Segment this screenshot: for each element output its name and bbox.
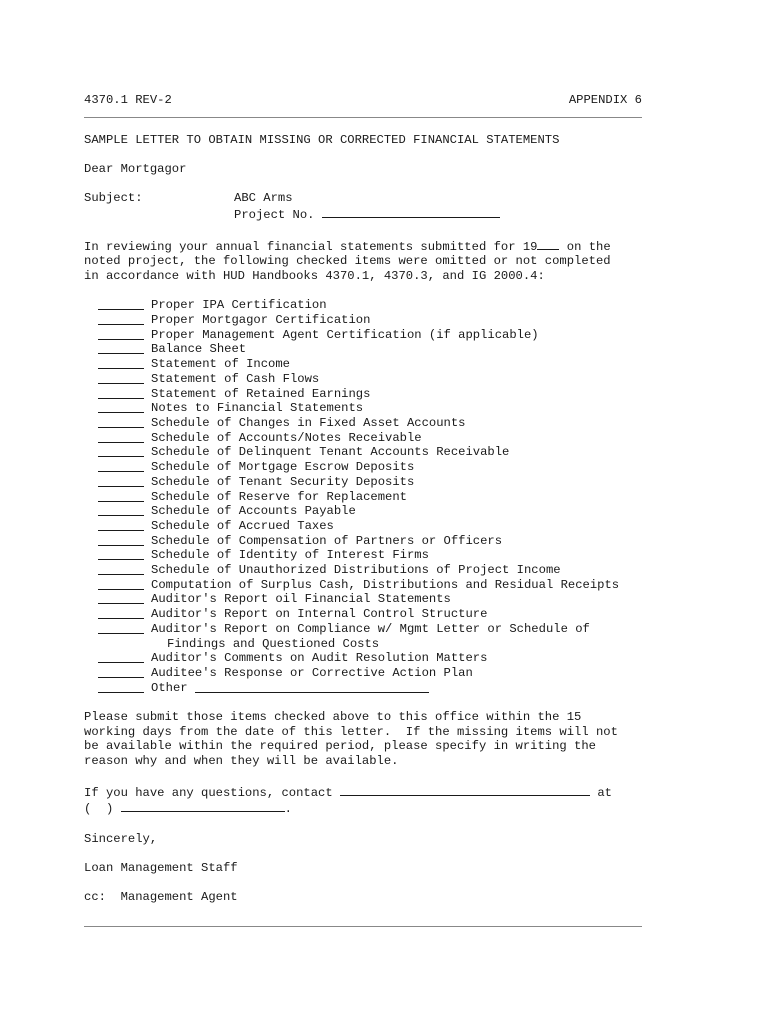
check-blank — [98, 313, 144, 325]
salutation: Dear Mortgagor — [84, 162, 187, 177]
check-blank — [98, 490, 144, 502]
check-blank — [98, 416, 144, 428]
project-no-blank — [322, 206, 500, 218]
year-blank — [537, 238, 559, 250]
check-blank — [98, 622, 144, 634]
closing-paragraph: Please submit those items checked above to this office within the 15 working days from the date of this letter. If the missing items will not be available within the required period, please specify in writing the reason why and when they will be available. — [84, 710, 618, 769]
checklist-item: Schedule of Reserve for Replacement — [98, 490, 642, 505]
other-blank — [195, 681, 429, 693]
check-blank — [98, 298, 144, 310]
checklist-item: Schedule of Unauthorized Distributions of Project Income — [98, 563, 642, 578]
check-blank — [98, 445, 144, 457]
checklist-item: Schedule of Changes in Fixed Asset Accounts — [98, 416, 642, 431]
contact-name-blank — [340, 784, 590, 796]
check-blank — [98, 666, 144, 678]
phone-suffix: . — [284, 802, 292, 817]
check-blank — [98, 578, 144, 590]
footer-rule — [84, 926, 642, 927]
check-blank — [98, 431, 144, 443]
signoff: Sincerely, — [84, 831, 158, 846]
signer: Loan Management Staff — [84, 861, 238, 876]
checklist-item: Computation of Surplus Cash, Distributions and Residual Receipts — [98, 578, 642, 593]
checklist-item: Auditor's Comments on Audit Resolution Matters — [98, 651, 642, 666]
subject-label: Subject: — [84, 191, 143, 206]
checklist-item: Schedule of Accrued Taxes — [98, 519, 642, 534]
letter-page — [84, 92, 642, 905]
check-blank — [98, 475, 144, 487]
checklist-item: Schedule of Compensation of Partners or Officers — [98, 534, 642, 549]
checklist-item: Balance Sheet — [98, 342, 642, 357]
checklist-item: Auditor's Report oil Financial Statements — [98, 592, 642, 607]
checklist-item: Proper IPA Certification — [98, 298, 642, 313]
intro-line-1a: In reviewing your annual financial statements submitted for 19 — [84, 239, 538, 254]
checklist-item: Schedule of Accounts Payable — [98, 504, 642, 519]
check-blank — [98, 534, 144, 546]
checklist-item: Schedule of Delinquent Tenant Accounts Receivable — [98, 445, 642, 460]
check-blank — [98, 357, 144, 369]
checklist-item: Schedule of Mortgage Escrow Deposits — [98, 460, 642, 475]
checklist-item: Schedule of Tenant Security Deposits — [98, 475, 642, 490]
check-blank — [98, 372, 144, 384]
page-header — [84, 92, 642, 108]
subject-block — [84, 191, 642, 222]
check-blank — [98, 387, 144, 399]
contact-suffix: at — [590, 785, 612, 800]
phone-prefix: ( ) — [84, 802, 114, 817]
checklist-item: Auditor's Report on Internal Control Structure — [98, 607, 642, 622]
project-no-label: Project No. — [234, 208, 315, 223]
check-blank — [98, 342, 144, 354]
letter-title: SAMPLE LETTER TO OBTAIN MISSING OR CORRECTED FINANCIAL STATEMENTS — [84, 132, 560, 147]
phone-blank — [121, 800, 285, 812]
check-blank — [98, 592, 144, 604]
check-blank — [98, 563, 144, 575]
checklist-item-continuation: Findings and Questioned Costs — [167, 636, 380, 651]
check-blank — [98, 607, 144, 619]
checklist-item: Schedule of Accounts/Notes Receivable — [98, 431, 642, 446]
intro-paragraph — [84, 238, 642, 284]
check-blank — [98, 504, 144, 516]
checklist-item: Notes to Financial Statements — [98, 401, 642, 416]
checklist-item: Auditor's Report on Compliance w/ Mgmt Letter or Schedule of — [98, 622, 642, 637]
checklist-item: Statement of Cash Flows — [98, 372, 642, 387]
checklist — [98, 298, 642, 695]
checklist-item: Proper Mortgagor Certification — [98, 313, 642, 328]
check-blank — [98, 651, 144, 663]
checklist-item: Auditee's Response or Corrective Action Plan — [98, 666, 642, 681]
intro-line-2: noted project, the following checked items were omitted or not completed — [84, 254, 611, 269]
doc-number: 4370.1 REV-2 — [84, 93, 172, 107]
checklist-item: Statement of Income — [98, 357, 642, 372]
checklist-item: Schedule of Identity of Interest Firms — [98, 548, 642, 563]
check-blank — [98, 548, 144, 560]
subject-project-name: ABC Arms — [234, 191, 293, 206]
check-blank — [98, 328, 144, 340]
checklist-item: Statement of Retained Earnings — [98, 387, 642, 402]
contact-prefix: If you have any questions, contact — [84, 785, 333, 800]
checklist-item: Proper Management Agent Certification (if applicable) — [98, 328, 642, 343]
intro-line-3: in accordance with HUD Handbooks 4370.1, 4370.3, and IG 2000.4: — [84, 268, 545, 283]
checklist-item-other: Other — [98, 681, 642, 696]
check-blank — [98, 401, 144, 413]
cc-line: cc: Management Agent — [84, 890, 238, 905]
check-blank — [98, 519, 144, 531]
check-blank — [98, 681, 144, 693]
intro-line-1b: on the — [559, 239, 611, 254]
appendix-label: APPENDIX 6 — [568, 93, 642, 107]
contact-block — [84, 784, 642, 817]
check-blank — [98, 460, 144, 472]
